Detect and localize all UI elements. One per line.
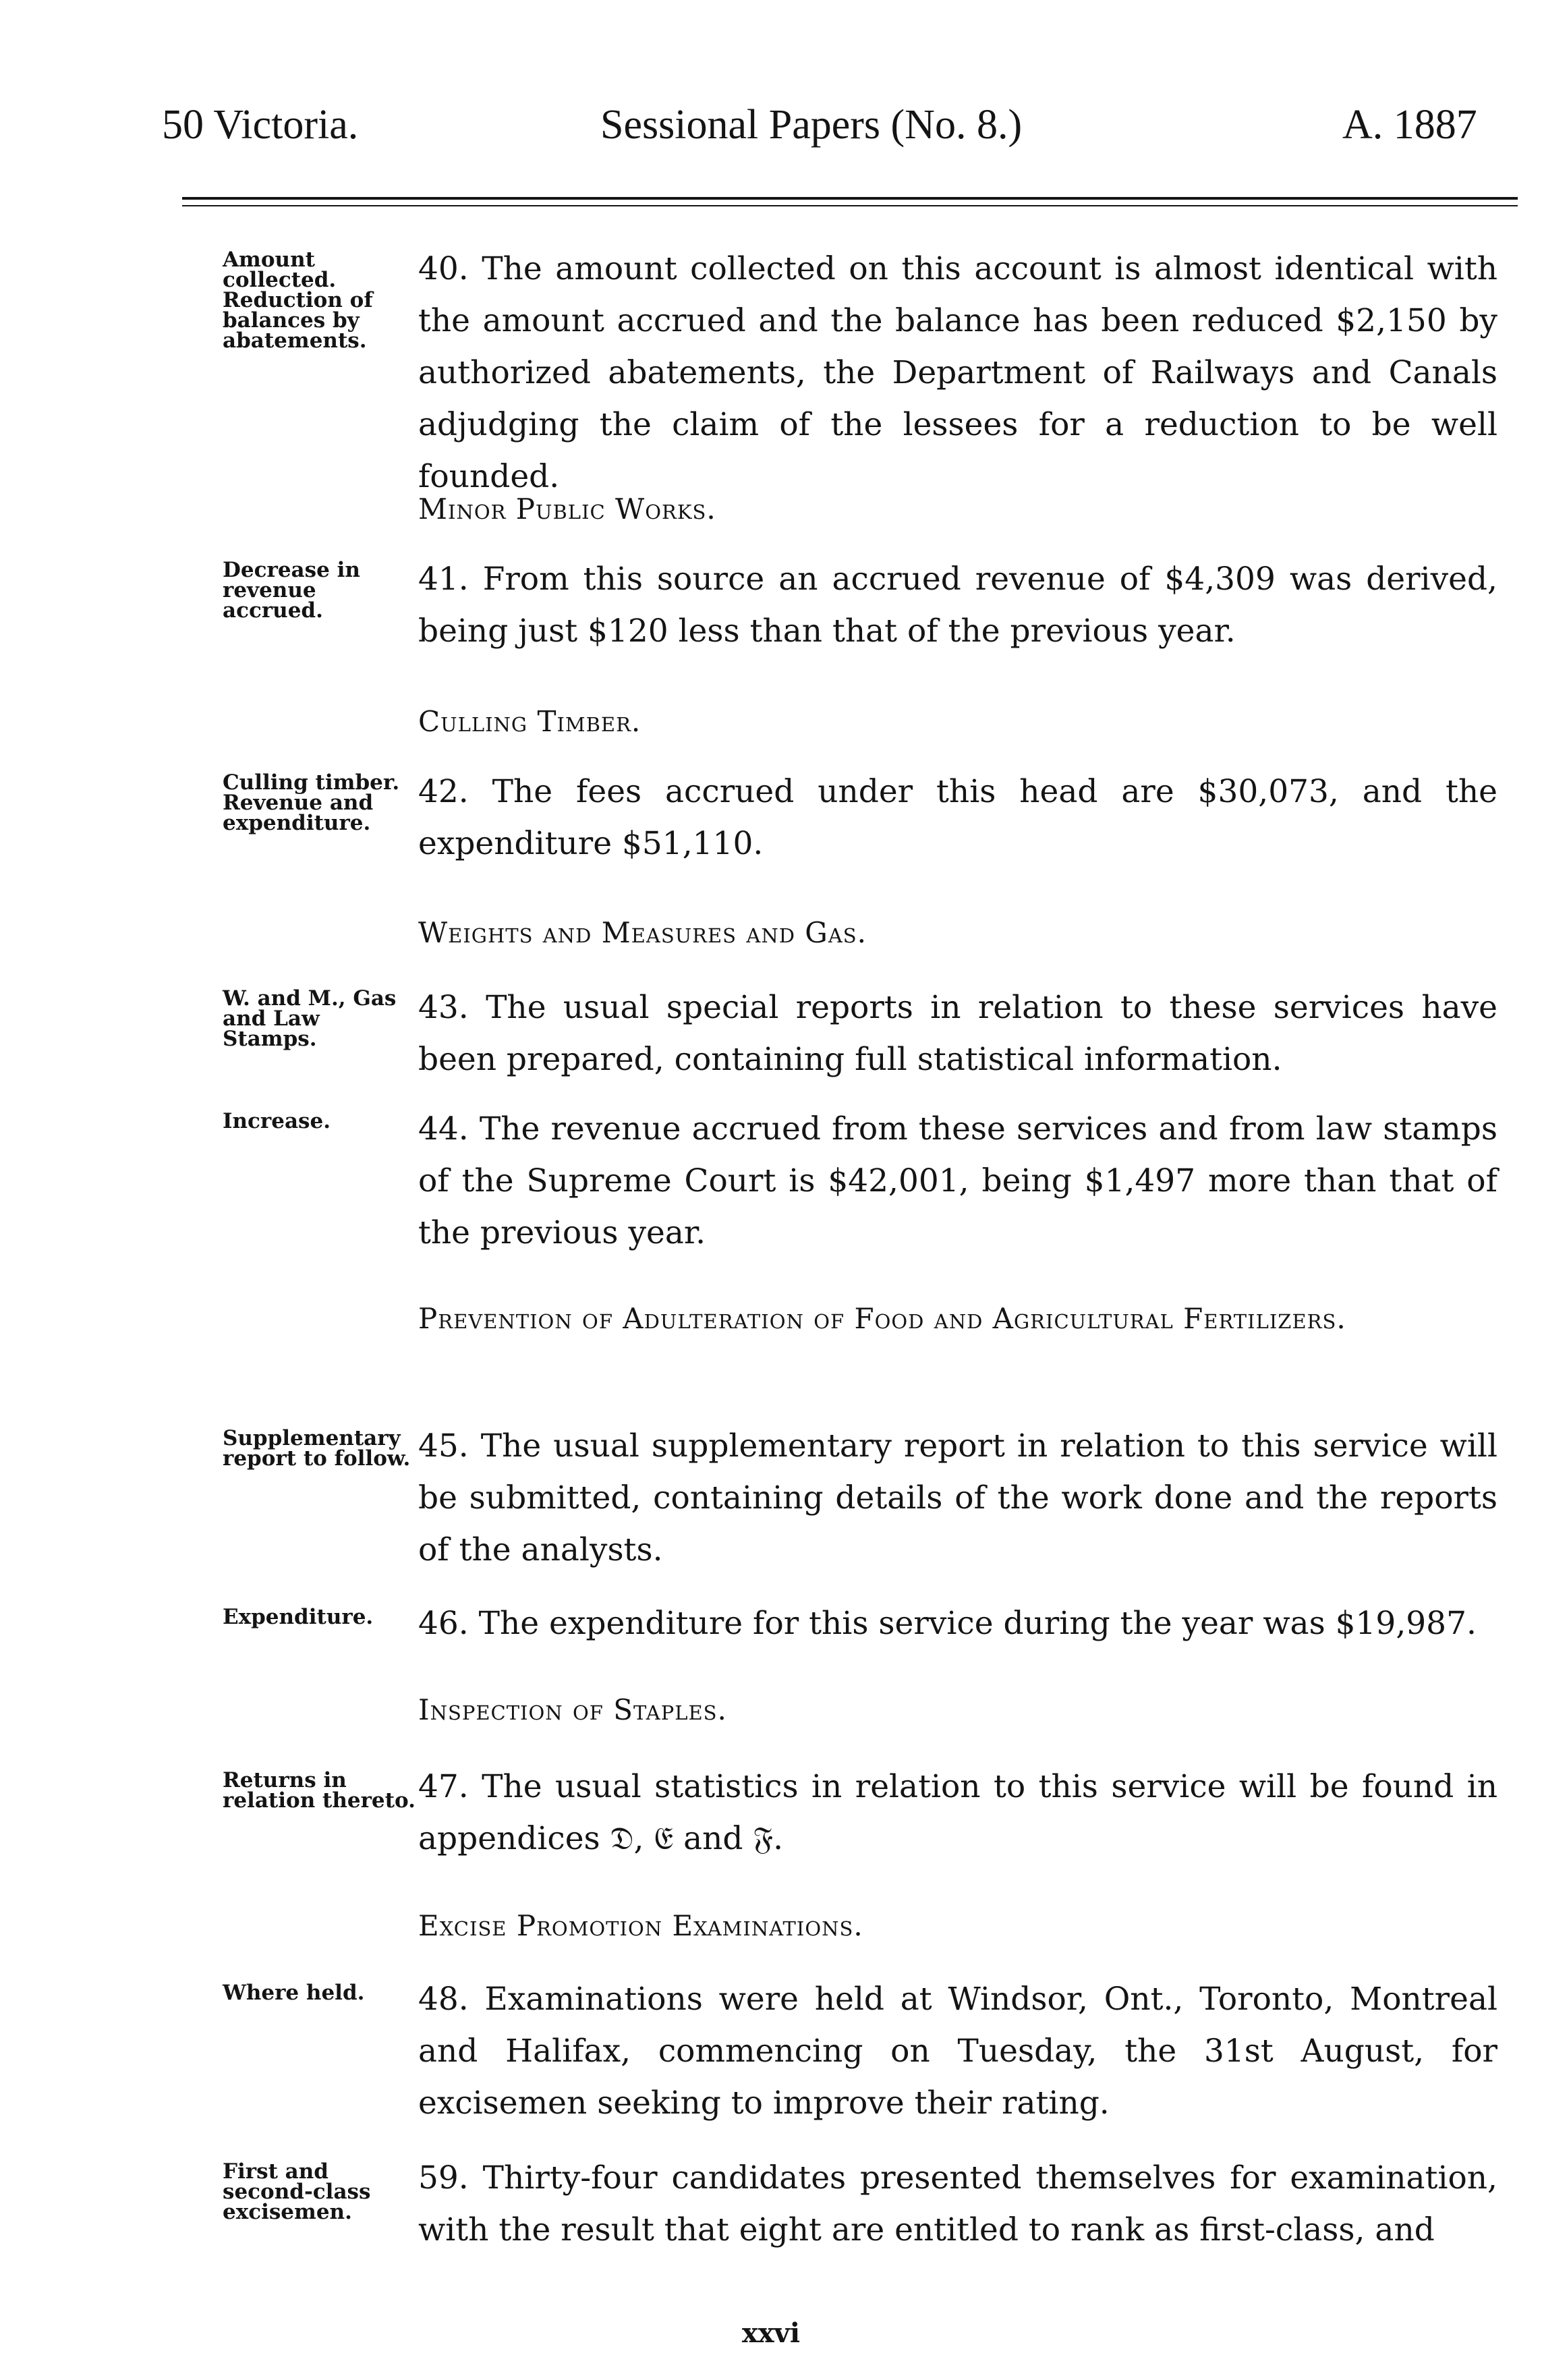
paragraph: 43. The usual special reports in relation to these services have been prepared, containing full statistical information. <box>418 989 1497 1078</box>
header-title: Sessional Papers (No. 8.) <box>600 102 1023 148</box>
paragraph: 41. From this source an accrued revenue of $4,309 was derived, being just $120 less than that of the previous year. <box>418 561 1497 650</box>
paragraph: 46. The expenditure for this service during the year was $19,987. <box>418 1605 1477 1642</box>
header-volume: 50 Victoria. <box>162 102 359 148</box>
page-header <box>0 101 1542 182</box>
section-heading: Inspection of Staples. <box>418 1693 727 1726</box>
header-rule <box>182 197 1518 206</box>
margin-note: First and second-class excisemen. <box>223 2159 371 2224</box>
margin-note: Amount collected. Reduction of balances by abatements. <box>223 248 373 353</box>
margin-note: Expenditure. <box>223 1605 374 1629</box>
header-year: A. 1887 <box>1342 102 1477 148</box>
paragraph: 48. Examinations were held at Windsor, Ont., Toronto, Montreal and Halifax, commencing on Tuesday, the 31st August, for excisemen seeking to improve their rating. <box>418 1981 1497 2122</box>
margin-note: W. and M., Gas and Law Stamps. <box>223 986 397 1051</box>
section-heading: Culling Timber. <box>418 705 641 738</box>
margin-note: Culling timber. Revenue and expenditure. <box>223 770 400 835</box>
paragraph: 47. The usual statistics in relation to this service will be found in appendices 𝔇, 𝔈 and 𝔉. <box>418 1768 1497 1857</box>
page-footer-number: xxvi <box>741 2317 801 2349</box>
paragraph: 45. The usual supplementary report in relation to this service will be submitted, containing details of the work done and the reports of the analysts. <box>418 1427 1497 1568</box>
paragraph: 42. The fees accrued under this head are $30,073, and the expenditure $51,110. <box>418 773 1497 862</box>
paragraph: 59. Thirty-four candidates presented themselves for examination, with the result that eight are entitled to rank as first-class, and <box>418 2159 1497 2248</box>
paragraph: 44. The revenue accrued from these services and from law stamps of the Supreme Court is $42,001, being $1,497 more than that of the previous year. <box>418 1110 1497 1251</box>
margin-note: Supplementary report to follow. <box>223 1426 411 1471</box>
section-heading: Excise Promotion Examinations. <box>418 1909 863 1942</box>
section-heading: Weights and Measures and Gas. <box>418 916 867 949</box>
margin-note: Returns in relation thereto. <box>223 1768 416 1813</box>
paragraph: 40. The amount collected on this account is almost identical with the amount accrued and the balance has been reduced $2,150 by authorized abatements, the Department of Railways and Canals adjudging the claim of the lessees for a reduction to be well founded. <box>418 250 1497 495</box>
margin-note: Decrease in revenue accrued. <box>223 558 360 623</box>
section-heading: Prevention of Adulteration of Food and Agricultural Fertilizers. <box>418 1302 1346 1335</box>
section-heading: Minor Public Works. <box>418 492 716 526</box>
margin-note: Increase. <box>223 1109 331 1133</box>
margin-note: Where held. <box>223 1981 365 2005</box>
